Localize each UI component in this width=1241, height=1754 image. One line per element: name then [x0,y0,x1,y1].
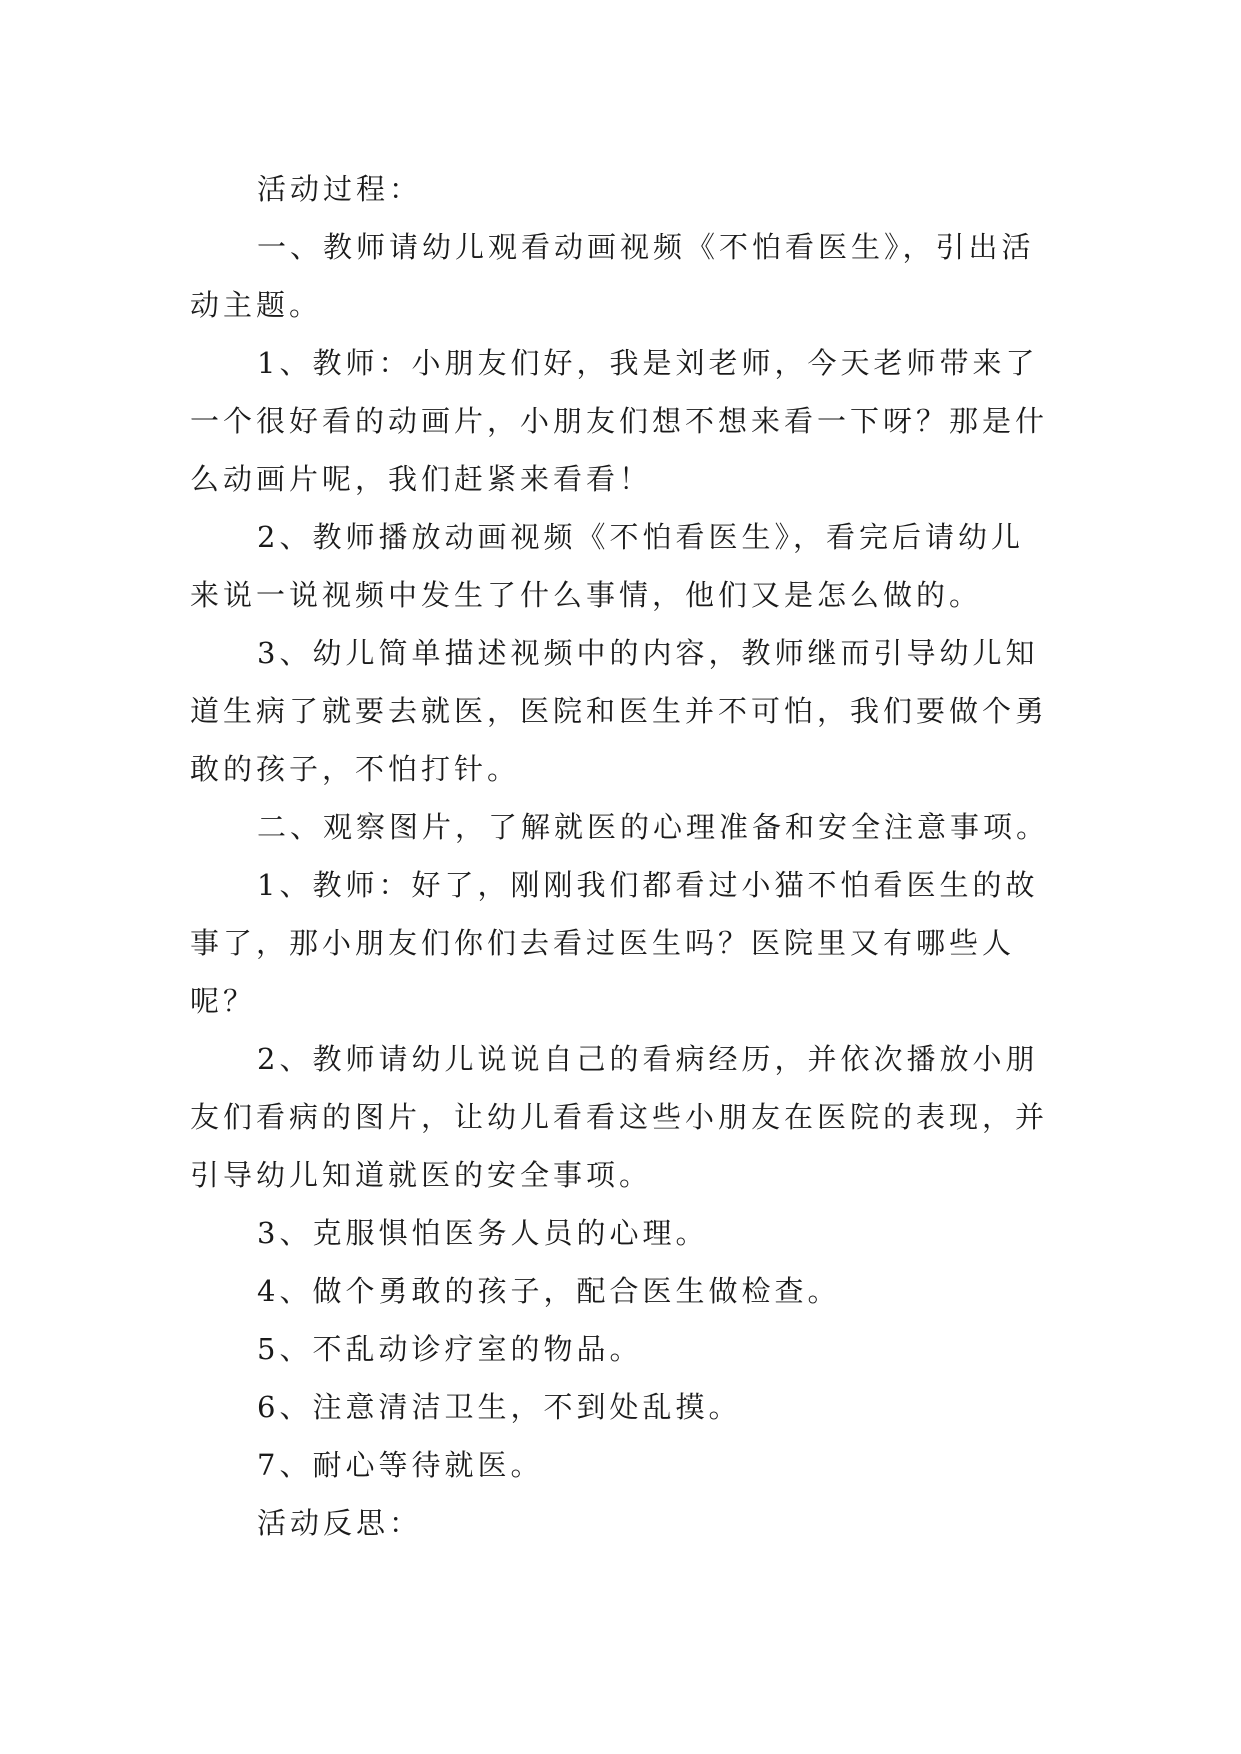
paragraph-section-two-item-1: 1、教师：好了，刚刚我们都看过小猫不怕看医生的故事了，那小朋友们你们去看过医生吗？医院里又有哪些人呢？ [190,868,1039,1018]
paragraph-section-two: 二、观察图片，了解就医的心理准备和安全注意事项。 [257,810,1050,844]
paragraph-section-two-item-4: 4、做个勇敢的孩子，配合医生做检查。 [257,1274,841,1308]
paragraph-activity-reflection-heading: 活动反思： [257,1506,423,1540]
document-body [190,160,1050,1552]
paragraph-section-one-item-1: 1、教师：小朋友们好，我是刘老师，今天老师带来了一个很好看的动画片，小朋友们想不想来看一下呀？那是什么动画片呢，我们赶紧来看看！ [190,346,1049,496]
paragraph-section-two-item-2: 2、教师请幼儿说说自己的看病经历，并依次播放小朋友们看病的图片，让幼儿看看这些小朋友在医院的表现，并引导幼儿知道就医的安全事项。 [190,1042,1049,1192]
paragraph-section-two-item-3: 3、克服惧怕医务人员的心理。 [257,1216,709,1250]
paragraph-section-one-item-2: 2、教师播放动画视频《不怕看医生》，看完后请幼儿来说一说视频中发生了什么事情，他们又是怎么做的。 [190,520,1024,612]
paragraph-section-one-item-3: 3、幼儿简单描述视频中的内容，教师继而引导幼儿知道生病了就要去就医，医院和医生并不可怕，我们要做个勇敢的孩子，不怕打针。 [190,636,1049,786]
paragraph-section-two-item-7: 7、耐心等待就医。 [257,1448,544,1482]
paragraph-section-two-item-6: 6、注意清洁卫生，不到处乱摸。 [257,1390,742,1424]
paragraph-section-one: 一、教师请幼儿观看动画视频《不怕看医生》，引出活动主题。 [190,230,1035,322]
paragraph-activity-process-heading: 活动过程： [257,172,423,206]
paragraph-section-two-item-5: 5、不乱动诊疗室的物品。 [257,1332,643,1366]
